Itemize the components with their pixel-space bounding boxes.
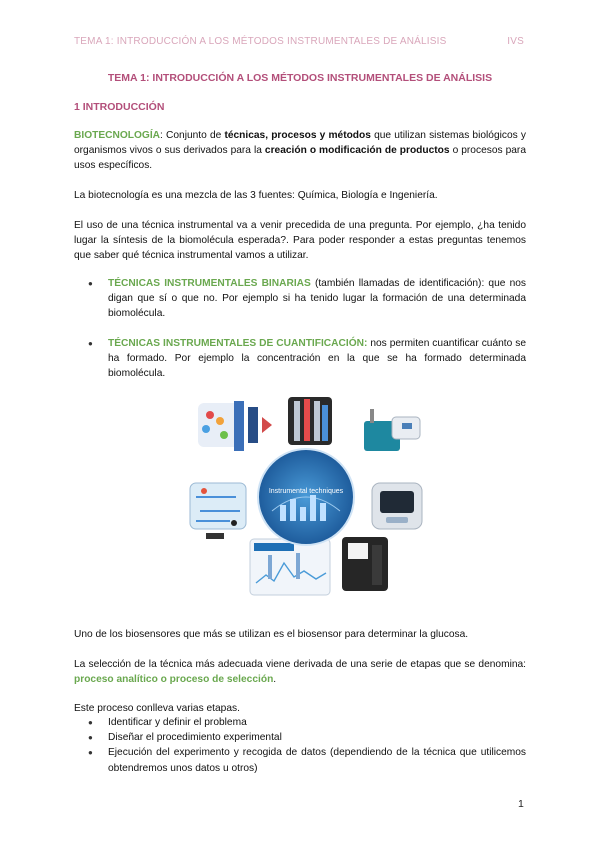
list-item: ● Ejecución del experimento y recogida de datos (dependiendo de la técnica que utilicemos obtendremos unos datos u otros) <box>74 745 526 775</box>
spectrophotometer-panel <box>342 537 388 591</box>
running-header-initials: IVS <box>507 36 524 47</box>
biotech-definition: BIOTECNOLOGÍA: Conjunto de técnicas, procesos y métodos que utilizan sistemas biológicos y organismos vivos o sus derivados para la creación o modificación de productos o procesos para usos específicos. <box>74 130 526 172</box>
instrumental-techniques-figure <box>176 387 438 609</box>
binary-term: TÉCNICAS INSTRUMENTALES BINARIAS <box>108 278 311 289</box>
section-heading: 1 INTRODUCCIÓN <box>74 101 165 113</box>
list-item: ● Diseñar el procedimiento experimental <box>74 730 526 745</box>
glucose-sentence: Uno de los biosensores que más se utilizan es el biosensor para determinar la glucosa. <box>74 629 469 640</box>
biotech-term: BIOTECNOLOGÍA <box>74 130 161 141</box>
list-item: ● Identificar y definir el problema <box>74 715 526 730</box>
technique-list-binary <box>74 276 526 322</box>
chromatography-panel <box>250 539 330 595</box>
list-item: ● TÉCNICAS INSTRUMENTALES BINARIAS (también llamadas de identificación): que nos digan que sí o que no. Por ejemplo si ha tenido lugar la formación de una determinada biomolécula. <box>74 276 526 322</box>
question-paragraph: El uso de una técnica instrumental va a venir precedida de una pregunta. Por ejemplo, ¿ha tenido lugar la síntesis de la biomolécula esperada?. Para poder responder a estas preguntas tenemos que saber qué técnica instrumental vamos a utilizar. <box>74 220 526 262</box>
quant-term: TÉCNICAS INSTRUMENTALES DE CUANTIFICACIÓN: <box>108 338 368 349</box>
process-steps <box>74 715 526 776</box>
selection-term: proceso analítico o proceso de selección <box>74 674 274 686</box>
figure-illustration <box>176 387 438 609</box>
running-header <box>74 36 526 47</box>
selection-paragraph: La selección de la técnica más adecuada viene derivada de una serie de etapas que se denomina: proceso analítico o proceso de selección. <box>74 659 526 686</box>
technique-list-quant <box>74 336 526 382</box>
document-title: TEMA 1: INTRODUCCIÓN A LOS MÉTODOS INSTRUMENTALES DE ANÁLISIS <box>107 72 493 84</box>
center-globe <box>258 449 354 545</box>
process-intro: Este proceso conlleva varias etapas. <box>74 703 240 714</box>
page-number: 1 <box>518 798 524 810</box>
mix-sentence: La biotecnología es una mezcla de las 3 fuentes: Química, Biología e Ingeniería. <box>74 190 438 201</box>
list-item: ● TÉCNICAS INSTRUMENTALES DE CUANTIFICACIÓN: nos permiten cuantificar cuánto se ha formado. Por ejemplo la concentración en la que se ha formado determinada biomolécula. <box>74 336 526 382</box>
center-label: Instrumental techniques <box>268 488 344 495</box>
tubes-panel <box>288 397 332 445</box>
analyzer-panel <box>372 483 422 529</box>
running-header-title: TEMA 1: INTRODUCCIÓN A LOS MÉTODOS INSTRUMENTALES DE ANÁLISIS <box>74 36 447 47</box>
